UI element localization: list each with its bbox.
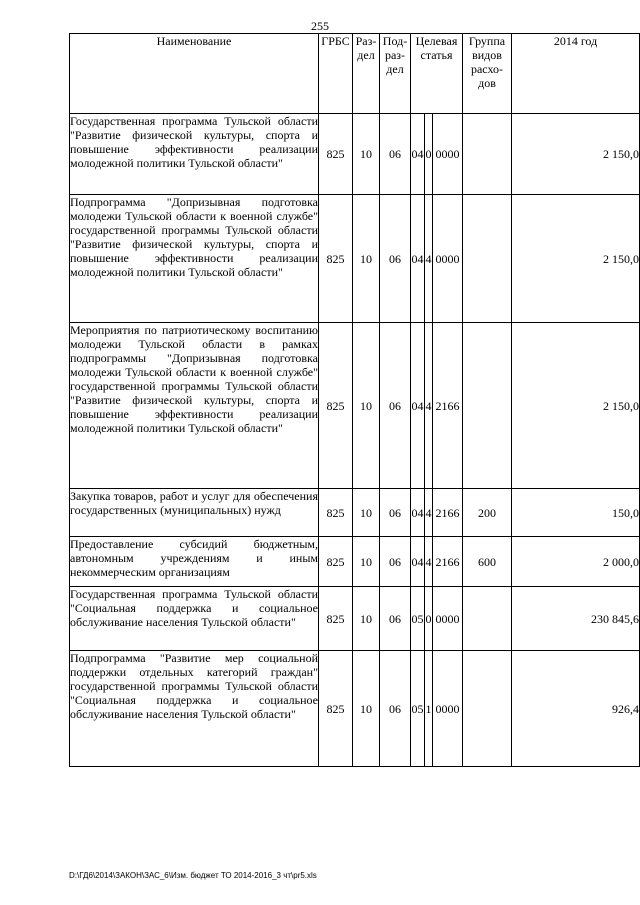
table-row [70,651,640,767]
row-cs-code: 0000 [433,195,463,323]
row-podrazdel: 06 [380,323,411,489]
row-cs-subprogram: 0 [425,587,433,651]
row-razdel: 10 [353,323,380,489]
budget-table [69,33,640,767]
table-row [70,323,640,489]
row-razdel: 10 [353,587,380,651]
table-row [70,537,640,587]
row-grbs: 825 [319,323,353,489]
header-razdel: Раз- дел [353,34,380,114]
table-row [70,587,640,651]
row-vid [463,587,512,651]
row-cs-subprogram: 4 [425,195,433,323]
row-cs-subprogram: 4 [425,323,433,489]
table-row [70,489,640,537]
row-razdel: 10 [353,195,380,323]
row-podrazdel: 06 [380,587,411,651]
row-grbs: 825 [319,537,353,587]
row-cs-subprogram: 4 [425,537,433,587]
header-name: Наименование [70,34,319,114]
header-grbs: ГРБС [319,34,353,114]
header-celevaya-statya: Целевая статья [411,34,463,114]
row-amount: 926,4 [512,651,640,767]
row-amount: 230 845,6 [512,587,640,651]
row-vid: 600 [463,537,512,587]
row-vid [463,323,512,489]
row-razdel: 10 [353,651,380,767]
row-grbs: 825 [319,587,353,651]
table-row [70,195,640,323]
row-cs-code: 0000 [433,587,463,651]
row-podrazdel: 06 [380,195,411,323]
row-grbs: 825 [319,195,353,323]
row-cs-code: 2166 [433,537,463,587]
row-vid [463,195,512,323]
row-amount: 2 150,0 [512,114,640,195]
row-cs-code: 0000 [433,651,463,767]
row-name: Подпрограмма "Допризывная подготовка молодежи Тульской области к военной службе" государственной программы Тульской области "Развитие физической культуры, спорта и повышение эффективности реализации молодежной политики Тульской области" [70,195,319,323]
footer-file-path: D:\ГД6\2014\ЗАКОН\ЗАС_6\Изм. бюджет ТО 2014-2016_3 чт\pr5.xls [69,871,317,880]
header-podrazdel: Под- раз- дел [380,34,411,114]
row-razdel: 10 [353,537,380,587]
table-row [70,114,640,195]
row-name: Государственная программа Тульской области "Социальная поддержка и социальное обслуживание населения Тульской области" [70,587,319,651]
row-cs-program: 04 [411,537,425,587]
row-name: Подпрограмма "Развитие мер социальной поддержки отдельных категорий граждан" государственной программы Тульской области "Социальная поддержка и социальное обслуживание населения Тульской области" [70,651,319,767]
row-cs-code: 2166 [433,489,463,537]
header-gruppa: Группа видов расхо- дов [463,34,512,114]
row-cs-program: 05 [411,587,425,651]
row-razdel: 10 [353,114,380,195]
row-cs-code: 0000 [433,114,463,195]
row-vid: 200 [463,489,512,537]
row-vid [463,114,512,195]
row-amount: 2 000,0 [512,537,640,587]
row-amount: 2 150,0 [512,195,640,323]
row-cs-subprogram: 0 [425,114,433,195]
row-podrazdel: 06 [380,114,411,195]
row-cs-program: 05 [411,651,425,767]
row-name: Государственная программа Тульской области "Развитие физической культуры, спорта и повышение эффективности реализации молодежной политики Тульской области" [70,114,319,195]
page-number: 255 [311,19,329,33]
row-name: Предоставление субсидий бюджетным, автономным учреждениям и иным некоммерческим организациям [70,537,319,587]
row-cs-program: 04 [411,114,425,195]
row-podrazdel: 06 [380,651,411,767]
row-cs-program: 04 [411,489,425,537]
row-podrazdel: 06 [380,537,411,587]
row-cs-subprogram: 4 [425,489,433,537]
row-grbs: 825 [319,651,353,767]
row-grbs: 825 [319,489,353,537]
row-razdel: 10 [353,489,380,537]
row-cs-subprogram: 1 [425,651,433,767]
row-cs-code: 2166 [433,323,463,489]
row-grbs: 825 [319,114,353,195]
header-year: 2014 год [512,34,640,114]
row-cs-program: 04 [411,195,425,323]
row-podrazdel: 06 [380,489,411,537]
row-name: Мероприятия по патриотическому воспитанию молодежи Тульской области в рамках подпрограммы "Допризывная подготовка молодежи Тульской области к военной службе" государственной программы Тульской области "Развитие физической культуры, спорта и повышение эффективности реализации молодежной политики Тульской области" [70,323,319,489]
header-row [70,34,640,114]
row-vid [463,651,512,767]
row-amount: 2 150,0 [512,323,640,489]
row-cs-program: 04 [411,323,425,489]
row-name: Закупка товаров, работ и услуг для обеспечения государственных (муниципальных) нужд [70,489,319,537]
row-amount: 150,0 [512,489,640,537]
